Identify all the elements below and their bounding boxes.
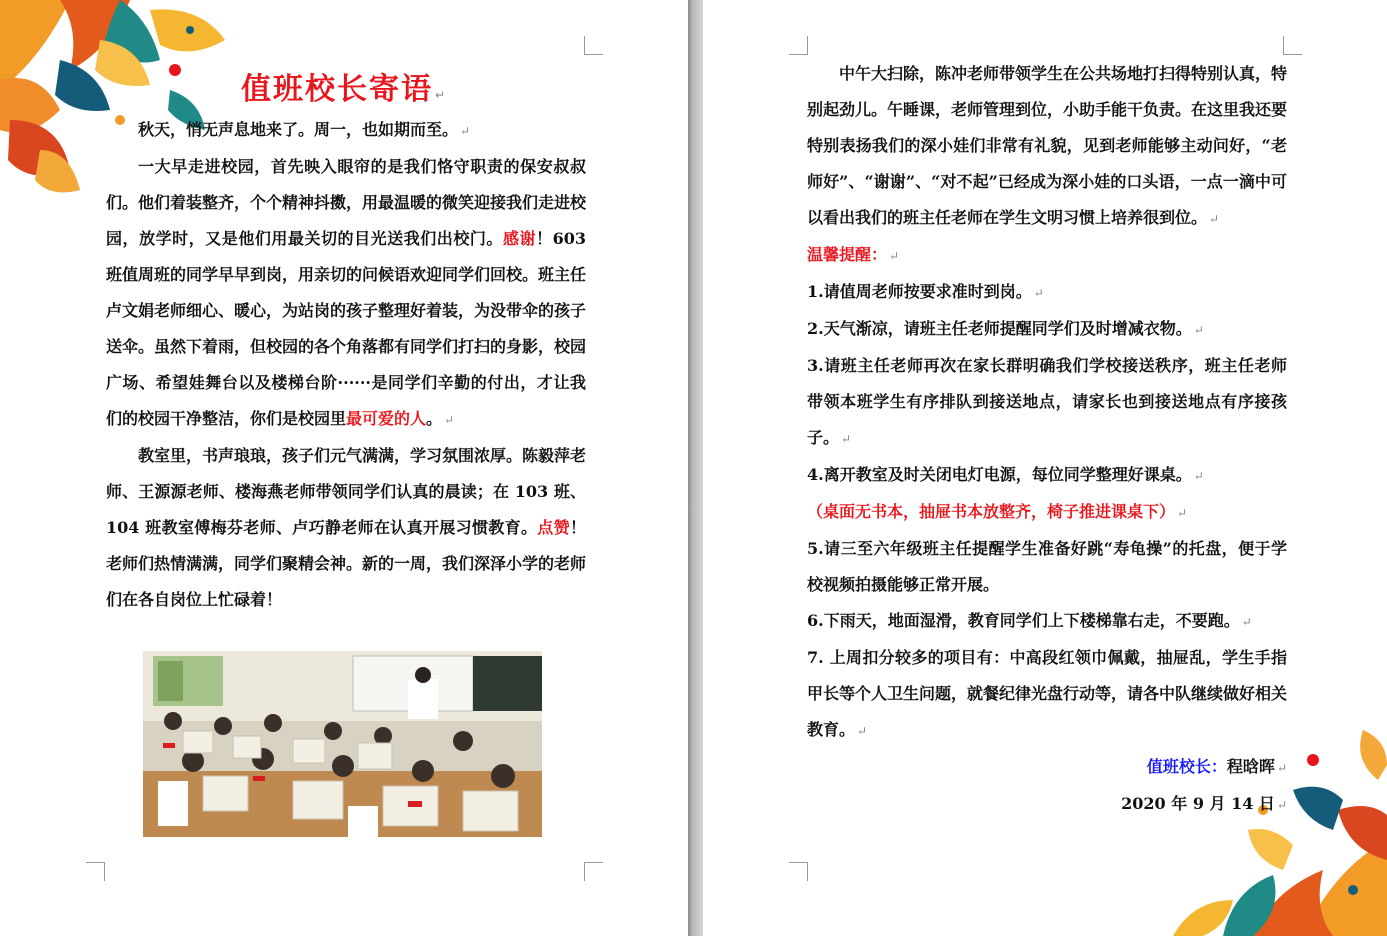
reminder-item: 5.请三至六年级班主任提醒学生准备好跳“寿龟操”的托盘，便于学校视频拍摄能够正常开展。 [807,539,1287,594]
paragraph: 一大早走进校园，首先映入眼帘的是我们恪守职责的保安叔叔们。他们着装整齐，个个精神抖擞，用最温暖的微笑迎接我们走进校园，放学时，又是他们用最关切的目光送我们出校门。感谢！603 班值周班的同学早早到岗，用亲切的问候语欢迎同学们回校。班主任卢文娟老师细心、暖心，为站岗的孩子整理好着装，为没带伞的孩子送伞。虽然下着雨，但校园的各个角落都有同学们打扫的身影，校园广场、希望娃舞台以及楼梯台阶······是同学们辛勤的付出，才让我们的校园干净整洁，你们是校园里最可爱的人。 ↵ [106,157,587,428]
highlight-text: 点赞 [537,518,570,537]
margin-corner-mark [584,36,603,55]
page-title: 值班校长寄语 ↵ [240,72,448,107]
margin-corner-mark [1283,36,1302,55]
margin-corner-mark [789,862,808,881]
reminder-item: 4.离开教室及时关闭电灯电源，每位同学整理好课桌。 ↵ [807,465,1204,484]
paragraph: 中午大扫除，陈冲老师带领学生在公共场地打扫得特别认真，特别起劲儿。午睡课，老师管理到位，小助手能干负责。在这里我还要特别表扬我们的深小娃们非常有礼貌，见到老师能够主动问好，“老师好”、“谢谢”、“对不起”已经成为深小娃的口头语，一点一滴中可以看出我们的班主任老师在学生文明习惯上培养很到位。 ↵ [807,64,1288,227]
signature-name: 程晗晖 [1226,757,1275,776]
reminder-item: 6.下雨天，地面湿滑，教育同学们上下楼梯靠右走，不要跑。 ↵ [807,611,1252,630]
reminder-item: 3.请班主任老师再次在家长群明确我们学校接送秩序，班主任老师带领本班学生有序排队到接送地点，请家长也到接送地点有序接孩子。 ↵ [807,356,1287,447]
reminder-note: （桌面无书本，抽屉书本放整齐，椅子推进课桌下） ↵ [807,502,1188,521]
reminder-item: 2.天气渐凉，请班主任老师提醒同学们及时增减衣物。 ↵ [807,319,1204,338]
reminder-item: 1.请值周老师按要求准时到岗。 ↵ [807,282,1044,301]
paragraph: 秋天，悄无声息地来了。周一，也如期而至。 ↵ [138,120,471,139]
left-page-body [106,112,586,618]
highlight-text: 感谢 [502,229,537,248]
margin-corner-mark [789,36,808,55]
page-gutter [688,0,703,936]
date-line: 2020 年 9 月 14 日 ↵ [1121,794,1287,813]
margin-corner-mark [584,862,603,881]
reminder-heading: 温馨提醒： ↵ [807,245,900,264]
paragraph: 教室里，书声琅琅，孩子们元气满满，学习氛围浓厚。陈毅萍老师、王源源老师、楼海燕老师带领同学们认真的晨读；在 103 班、104 班教室傅梅芬老师、卢巧静老师在认真开展习惯教育。点赞！老师们热情满满，同学们聚精会神。新的一周，我们深泽小学的老师们在各自岗位上忙碌着！ [106,446,587,609]
signature-line: 值班校长：程晗晖 ↵ [1146,757,1287,776]
highlight-text: 最可爱的人 [346,409,427,428]
right-page-body [807,56,1287,823]
margin-corner-mark [86,862,105,881]
classroom-photo [143,651,542,837]
reminder-item: 7. 上周扣分较多的项目有：中高段红领巾佩戴，抽屉乱，学生手指甲长等个人卫生问题，就餐纪律光盘行动等，请各中队继续做好相关教育。 ↵ [807,648,1288,739]
signature-label: 值班校长： [1146,757,1227,776]
